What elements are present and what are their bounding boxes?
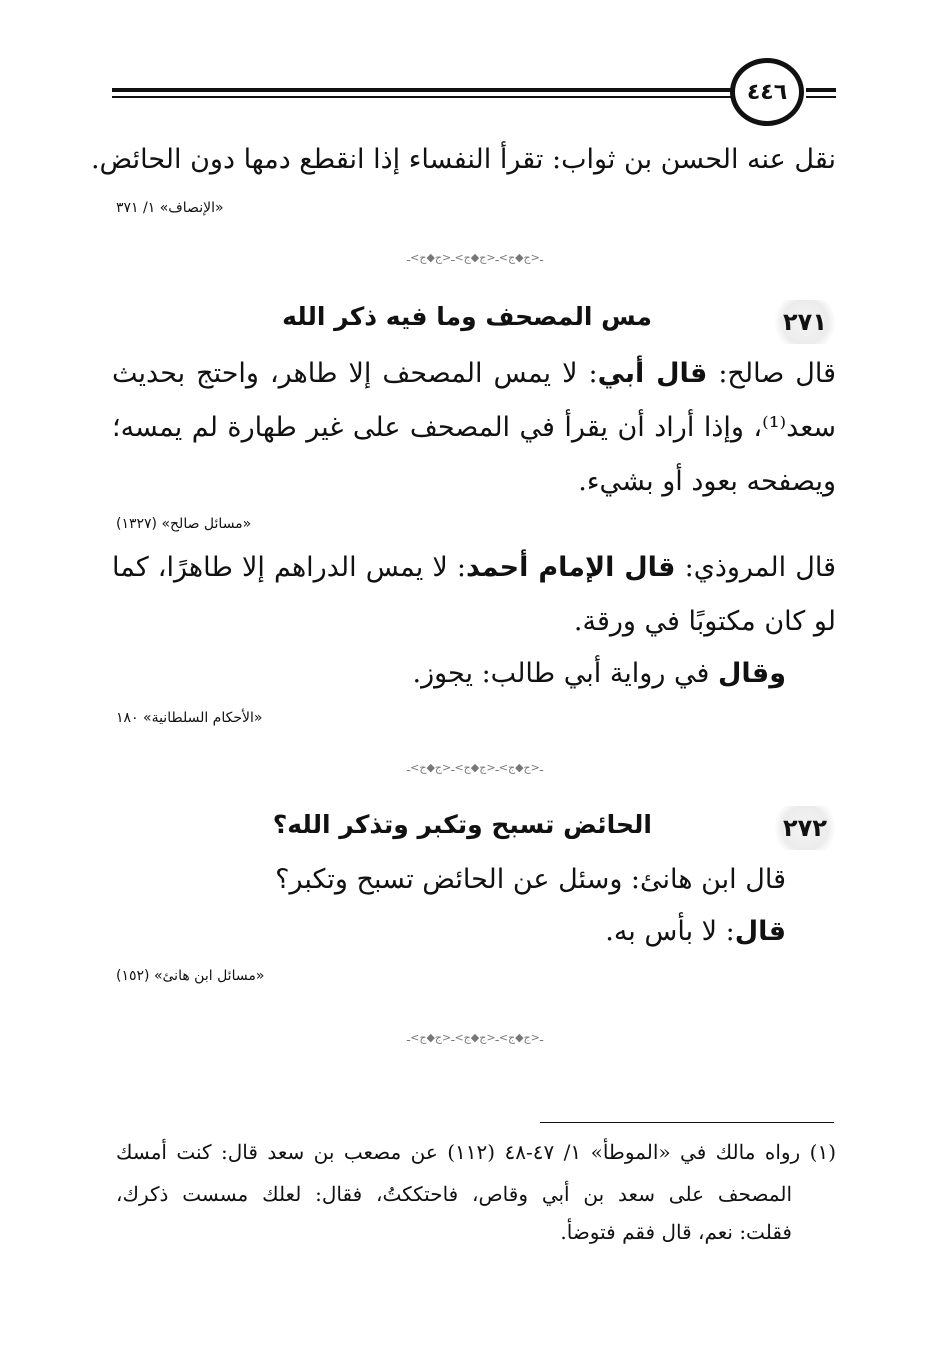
header-rule-thick <box>112 88 732 92</box>
paragraph-line <box>112 356 836 392</box>
speaker-bold: قال الإمام أحمد <box>465 552 676 583</box>
section-ornament: ـ<ج◆ج>ـ<ج◆ج>ـ<ج◆ج>ـ <box>406 762 544 774</box>
paragraph-line: سعد⁽¹⁾، وإذا أراد أن يقرأ في المصحف على غير طهارة لم يمسه؛ <box>112 412 836 443</box>
speaker-bold: وقال <box>717 658 786 689</box>
paragraph-line: قال ابن هانئ: وسئل عن الحائض تسبح وتكبر؟ <box>275 864 786 895</box>
intro-line: نقل عنه الحسن بن ثواب: تقرأ النفساء إذا انقطع دمها دون الحائض. <box>90 144 836 175</box>
footnote-line: المصحف على سعد بن أبي وقاص، فاحتككتُ، فقال: لعلك مسست ذكرك، <box>116 1182 792 1206</box>
text-run: : لا يمس المصحف إلا طاهر، واحتج بحديث <box>112 358 598 389</box>
text-run: في رواية أبي طالب: يجوز. <box>412 658 718 689</box>
source-citation: «مسائل ابن هانئ» (١٥٢) <box>116 968 265 984</box>
source-citation: «الأحكام السلطانية» ١٨٠ <box>116 710 263 726</box>
source-citation: «مسائل صالح» (١٣٢٧) <box>116 516 252 532</box>
footnote-rule <box>540 1122 834 1123</box>
header-rule-thin <box>112 96 732 98</box>
speaker-bold: قال أبي <box>597 358 708 389</box>
section-number-badge: ٢٧١ <box>770 300 840 344</box>
text-run: : لا بأس به. <box>605 916 735 947</box>
speaker-bold: قال <box>734 916 786 947</box>
text-run: قال المروذي: <box>675 552 836 583</box>
intro-source: «الإنصاف» ١/ ٣٧١ <box>116 200 224 216</box>
section-title: الحائض تسبح وتكبر وتذكر الله؟ <box>272 810 652 839</box>
footnote-line: فقلت: نعم، قال فقم فتوضأ. <box>560 1220 792 1244</box>
footnote-line: (١) رواه مالك في «الموطأ» ١/ ٤٧-٤٨ (١١٢) عن مصعب بن سعد قال: كنت أمسك <box>116 1140 836 1164</box>
paragraph-line: ويصفحه بعود أو بشيء. <box>578 466 836 497</box>
section-ornament: ـ<ج◆ج>ـ<ج◆ج>ـ<ج◆ج>ـ <box>406 252 544 264</box>
header-rule-thick-right <box>806 88 836 92</box>
paragraph-line <box>605 914 786 950</box>
section-ornament: ـ<ج◆ج>ـ<ج◆ج>ـ<ج◆ج>ـ <box>406 1032 544 1044</box>
text-run: : لا يمس الدراهم إلا طاهرًا، كما <box>112 552 466 583</box>
section-title: مس المصحف وما فيه ذكر الله <box>282 302 652 331</box>
text-run: قال صالح: <box>707 358 836 389</box>
page-number: ٤٤٦ <box>730 58 804 126</box>
section-number-badge: ٢٧٢ <box>770 806 840 850</box>
paragraph-line: لو كان مكتوبًا في ورقة. <box>573 606 836 637</box>
paragraph-line <box>412 656 786 692</box>
paragraph-line <box>112 550 836 586</box>
header-rule-thin-right <box>806 96 836 98</box>
